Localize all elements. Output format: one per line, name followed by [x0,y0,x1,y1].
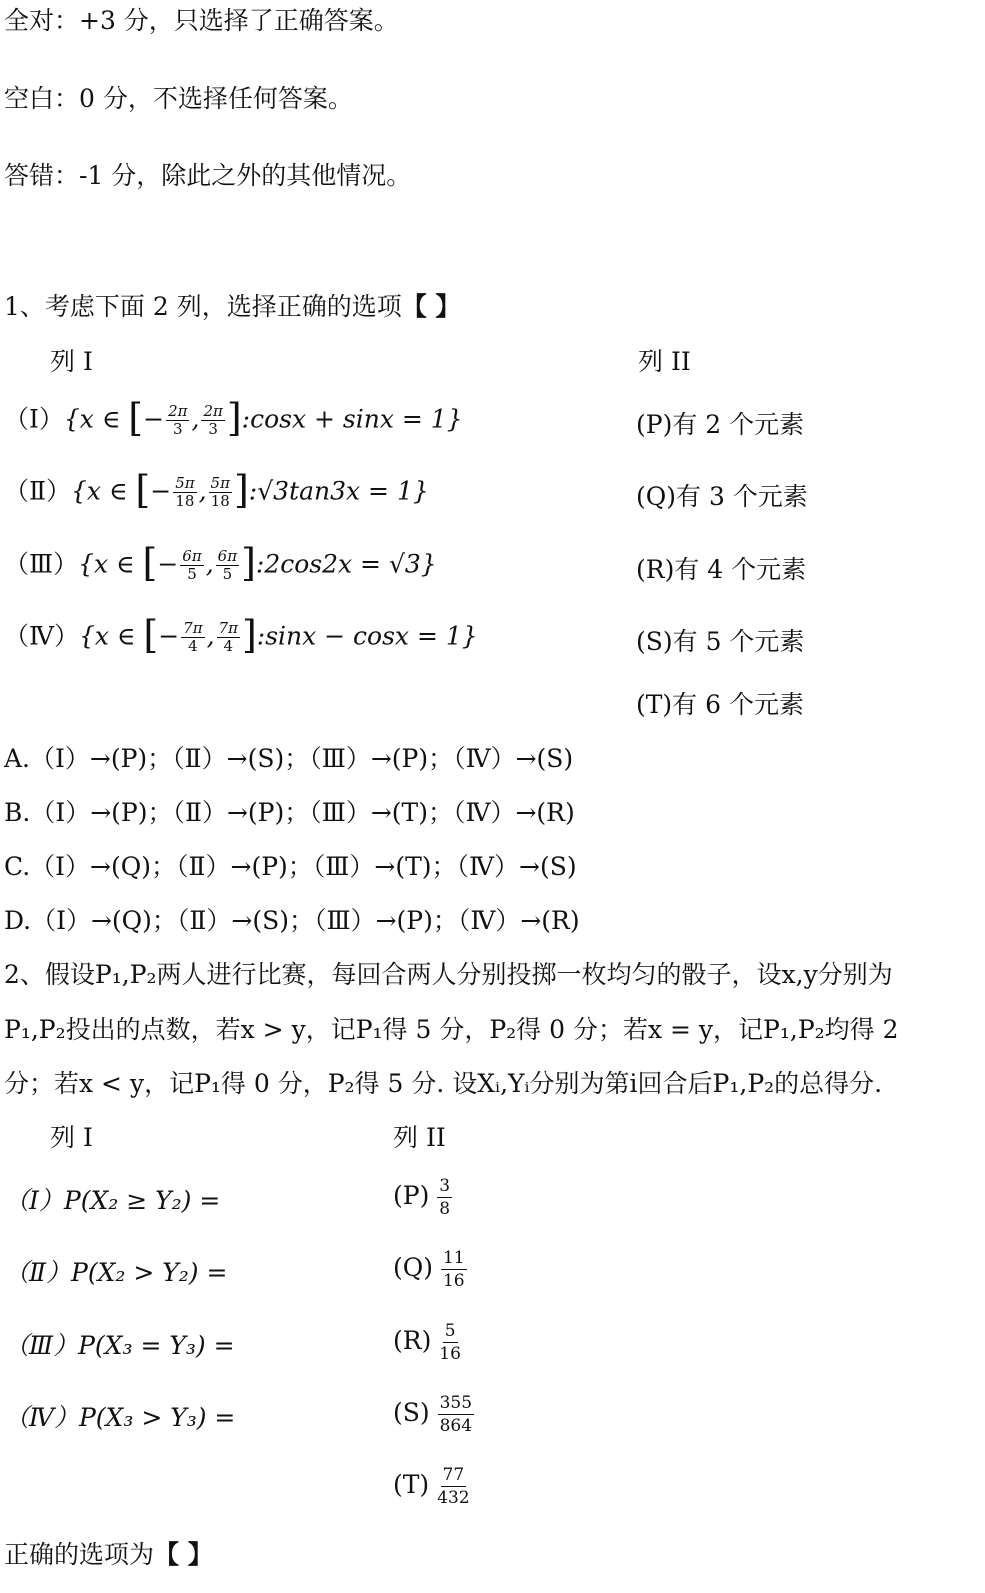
option-label: (P) [393,1181,430,1211]
q1-title [4,292,460,322]
interval-fraction: $\frac{7\pi}{4}$ [183,619,203,656]
q2-answer-bracket: 【 】 [154,1540,213,1569]
q2-left-2: （Ⅱ）P(X₂ > Y₂) = [4,1258,228,1287]
option-fraction: $\frac{5}{16}$ [439,1321,461,1365]
option-fraction: $\frac{355}{864}$ [439,1393,473,1437]
item-label: （Ⅰ） [4,404,64,434]
q1-col1-header: 列 I [50,347,93,376]
interval-fraction: $\frac{7\pi}{4}$ [218,619,238,656]
q2-left-4: （Ⅳ）P(X₃ > Y₃) = [4,1403,236,1432]
q2-left-1: （Ⅰ）P(X₂ ≥ Y₂) = [4,1186,221,1215]
scoring-rule-full: 全对：+3 分，只选择了正确答案。 [4,6,399,35]
scoring-rule-blank: 空白：0 分，不选择任何答案。 [4,84,353,113]
q1-option-C[interactable]: C.（Ⅰ）→(Q)；（Ⅱ）→(P)；（Ⅲ）→(T)；（Ⅳ）→(S) [4,852,577,881]
option-label: (S) [393,1398,430,1428]
q1-item-4: （Ⅳ）{x ∈ [− $\frac{7\pi}{4}$ , $\frac{7\pi}{4}$ ]:sinx − cosx = 1} [4,613,478,657]
set-condition: :cosx + sinx = 1} [241,404,463,434]
q2-answer-prompt: 正确的选项为 [4,1540,155,1569]
q2-stem-line3: 分；若x < y，记P₁得 0 分，P₂得 5 分. 设Xᵢ,Yᵢ分别为第i回合后P₁,P₂的总得分. [4,1069,883,1098]
interval-fraction: $\frac{6\pi}{5}$ [217,547,238,584]
item-label: （Ⅱ） [4,476,71,506]
option-label: (T) [393,1470,430,1500]
q2-right-R [393,1320,461,1365]
item-label: （Ⅳ） [4,621,79,651]
q2-right-T [393,1464,470,1509]
q1-item-2: （Ⅱ）{x ∈ [− $\frac{5\pi}{18}$ , $\frac{5\pi}{18}$ ]:√3tan3x = 1} [4,468,429,512]
option-fraction: $\frac{77}{432}$ [437,1465,470,1509]
q2-stem-line2: P₁,P₂投出的点数，若x > y，记P₁得 5 分，P₂得 0 分；若x = y，记P₁,P₂均得 2 [4,1015,899,1044]
q2-col1-header: 列 I [50,1123,93,1152]
q1-item-1: （Ⅰ）{x ∈ [− $\frac{2\pi}{3}$ , $\frac{2\pi}{3}$ ]:cosx + sinx = 1} [4,396,463,440]
q2-left-3: （Ⅲ）P(X₃ = Y₃) = [4,1331,235,1360]
q2-answer-line [4,1540,213,1570]
option-fraction: $\frac{3}{8}$ [439,1176,451,1220]
q1-title-text: 1、考虑下面 2 列，选择正确的选项 [4,292,402,321]
item-label: （Ⅲ） [4,549,79,579]
set-condition: :√3tan3x = 1} [248,476,429,506]
q2-col2-header: 列 II [393,1123,446,1152]
interval-fraction: $\frac{2\pi}{3}$ [168,402,188,439]
option-label: (Q) [393,1253,434,1283]
interval-fraction: $\frac{5\pi}{18}$ [175,474,195,511]
q1-right-P: (P)有 2 个元素 [636,410,805,439]
option-label: (R) [393,1326,432,1356]
q1-right-Q: (Q)有 3 个元素 [636,482,808,511]
q1-option-B[interactable]: B.（Ⅰ）→(P)；（Ⅱ）→(P)；（Ⅲ）→(T)；（Ⅳ）→(R) [4,798,575,827]
option-fraction: $\frac{11}{16}$ [442,1248,465,1292]
set-condition: :2cos2x = √3} [255,549,437,579]
set-condition: :sinx − cosx = 1} [256,621,478,651]
q1-answer-bracket: 【 】 [401,292,461,321]
q2-stem-line1: 2、假设P₁,P₂两人进行比赛，每回合两人分别投掷一枚均匀的骰子，设x,y分别为 [4,960,893,989]
q1-col2-header: 列 II [638,347,691,376]
q1-item-3: （Ⅲ）{x ∈ [− $\frac{6\pi}{5}$ , $\frac{6\pi}{5}$ ]:2cos2x = √3} [4,541,437,585]
q1-option-D[interactable]: D.（Ⅰ）→(Q)；（Ⅱ）→(S)；（Ⅲ）→(P)；（Ⅳ）→(R) [4,906,580,935]
interval-fraction: $\frac{6\pi}{5}$ [182,547,202,584]
q2-right-Q [393,1247,467,1292]
q2-right-P [393,1175,452,1220]
q2-right-S [393,1392,474,1437]
q1-right-T: (T)有 6 个元素 [636,690,804,719]
interval-fraction: $\frac{5\pi}{18}$ [210,474,230,511]
scoring-rule-wrong: 答错：-1 分，除此之外的其他情况。 [4,161,412,190]
interval-fraction: $\frac{2\pi}{3}$ [203,402,223,439]
q1-right-S: (S)有 5 个元素 [636,627,805,656]
q1-option-A[interactable]: A.（Ⅰ）→(P)；（Ⅱ）→(S)；（Ⅲ）→(P)；（Ⅳ）→(S) [4,744,574,773]
q1-right-R: (R)有 4 个元素 [636,555,807,584]
